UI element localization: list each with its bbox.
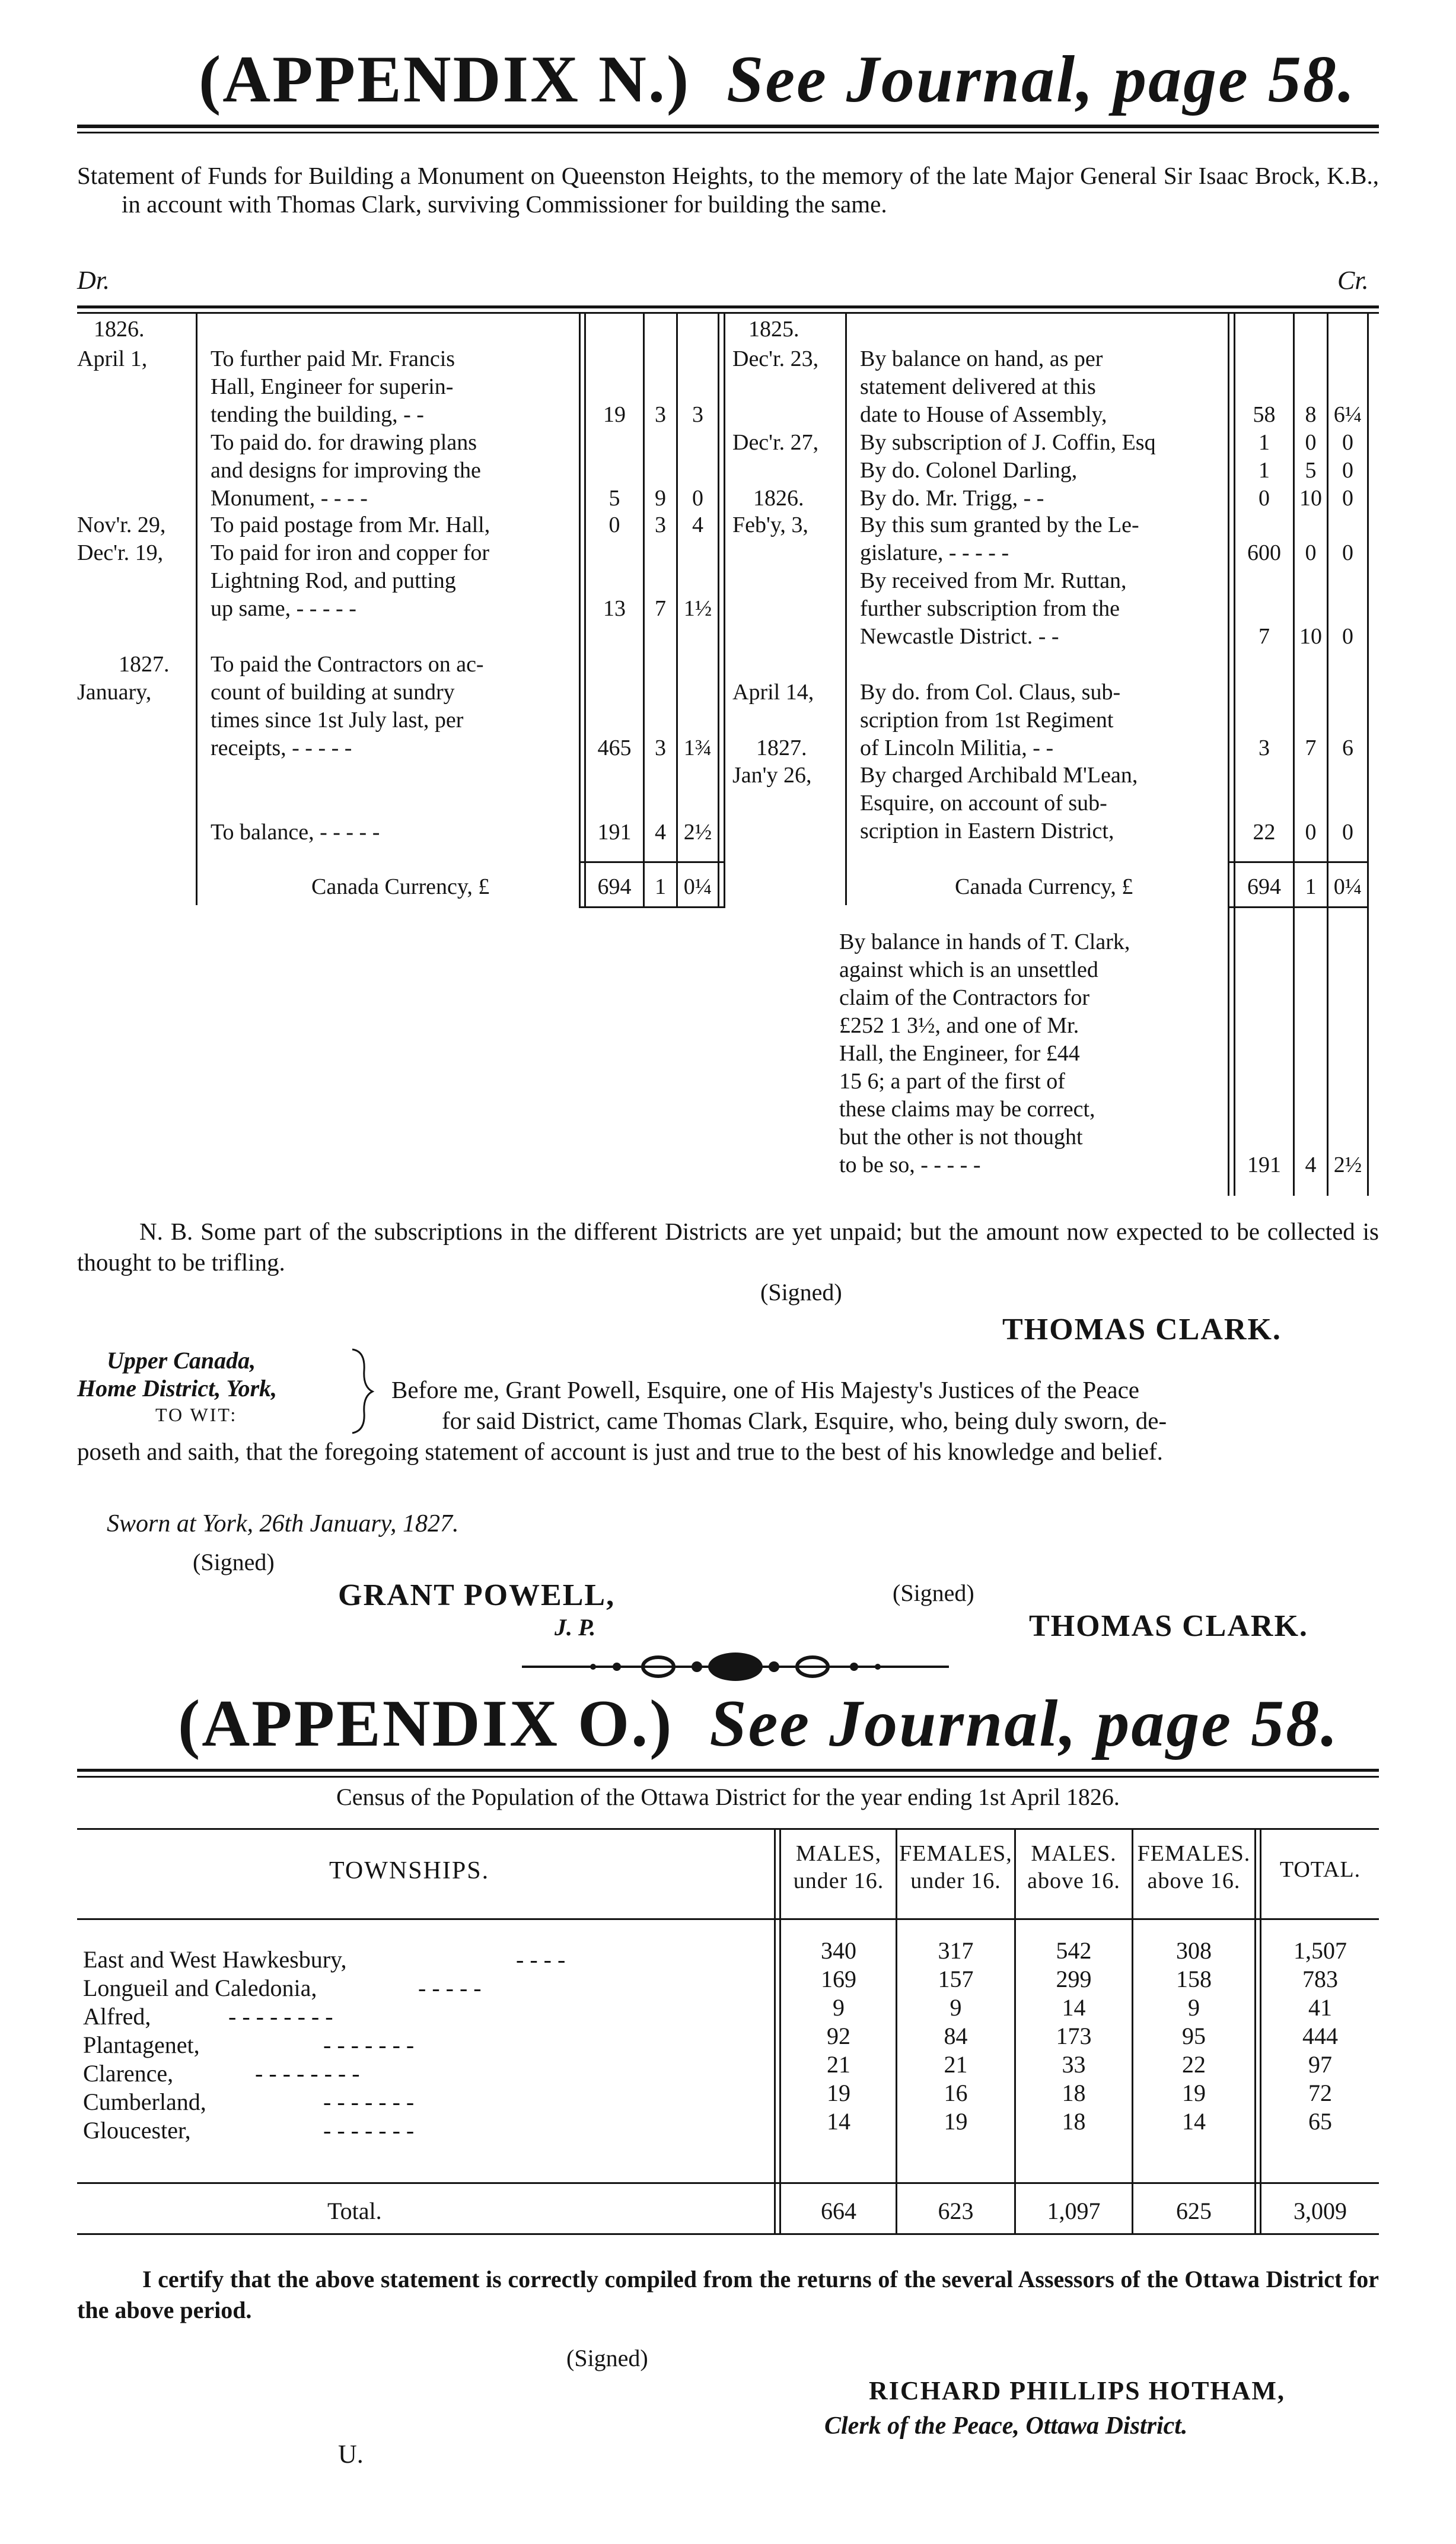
debit-date: 1826.: [94, 317, 145, 342]
debit-entry-pence: 1¾: [683, 736, 712, 760]
credit-date: 1827.: [756, 736, 807, 760]
signer-hotham: RICHARD PHILLIPS HOTHAM,: [869, 2376, 1285, 2405]
census-total-rule: [77, 2182, 1379, 2184]
total-males-under16: 664: [821, 2198, 856, 2224]
debit-date: January,: [77, 680, 152, 705]
signed-label-4: (Signed): [566, 2345, 648, 2371]
credit-date: Dec'r. 23,: [732, 346, 819, 371]
credit-entry-pounds: 22: [1253, 820, 1276, 845]
males-above16: 18: [1062, 2080, 1086, 2106]
debit-entry-shillings: 7: [655, 596, 666, 621]
census-bottom-rule: [77, 2233, 1379, 2235]
credit-total-shillings: 1: [1305, 874, 1317, 899]
township-name: Alfred,: [83, 2003, 151, 2030]
debit-entry-pence: 0: [692, 486, 703, 511]
males-above16: 18: [1062, 2108, 1086, 2135]
credit-entry-pounds: 7: [1259, 624, 1270, 649]
credit-entry-shillings: 10: [1299, 624, 1322, 649]
credit-date: Dec'r. 27,: [732, 430, 819, 455]
credit-entry-desc: By do. Colonel Darling,: [860, 458, 1078, 483]
row-total: 97: [1308, 2051, 1332, 2078]
venue-line3: TO WIT:: [155, 1404, 238, 1425]
debit-entry-pounds: 191: [597, 820, 632, 845]
signed-label-2: (Signed): [193, 1549, 275, 1575]
census-header-females-above16: FEMALES. above 16.: [1137, 1841, 1251, 1893]
affidavit-rest: poseth and saith, that the foregoing statement of account is just and true to the best of his knowledge and belief.: [77, 1438, 1163, 1465]
credit-entry-shillings: 5: [1305, 458, 1317, 483]
leader-dashes: - - - - - - - -: [228, 2003, 333, 2030]
credit-entry-shillings: 8: [1305, 402, 1317, 427]
census-caption: Census of the Population of the Ottawa District for the year ending 1st April 1826.: [336, 1784, 1120, 1810]
females-above16: 158: [1176, 1966, 1212, 1992]
census-top-rule: [77, 1828, 1379, 1830]
females-under16: 19: [944, 2108, 968, 2135]
credit-entry-pounds: 1: [1259, 430, 1270, 455]
debit-entry-shillings: 4: [655, 820, 666, 845]
credit-balance-note: By balance in hands of T. Clark, against which is an unsettled claim of the Contractors for £252 1 3½, and one of Mr. Hall, the Engineer, for £44 15 6; a part of the first of these claims may be correct, but the other is not thought to be so, - - - - -: [839, 929, 1130, 1177]
census-col-divider: [774, 1828, 776, 2235]
debit-date: 1827.: [119, 652, 170, 677]
debit-entry-desc: To paid postage from Mr. Hall,: [211, 512, 490, 537]
appendix-n-journal-ref: See Journal, page 58.: [727, 43, 1356, 116]
credit-entry-pounds: 58: [1253, 402, 1276, 427]
nb-note: N. B. Some part of the subscriptions in the different Districts are yet unpaid; but the amount now expected to be collected is thought to be trifling.: [77, 1218, 1379, 1276]
females-above16: 9: [1188, 1994, 1200, 2021]
leader-dashes: - - - - -: [418, 1975, 482, 2001]
males-above16: 33: [1062, 2051, 1086, 2078]
credit-entry-shillings: 0: [1305, 820, 1317, 845]
debit-entry-shillings: 3: [655, 736, 666, 760]
census-col-divider: [779, 1828, 781, 2235]
credit-entry-shillings: 0: [1305, 540, 1317, 565]
census-header-males-under16: MALES, under 16.: [793, 1841, 884, 1893]
appendix-o-journal-ref: See Journal, page 58.: [709, 1687, 1340, 1760]
debit-entry-pounds: 13: [603, 596, 626, 621]
debit-entry-desc: To paid for iron and copper for Lightning Rod, and putting up same, - - - - -: [211, 540, 490, 621]
credit-entry-pence: 0: [1342, 486, 1353, 511]
total-females-above16: 625: [1176, 2198, 1212, 2224]
appendix-o-label: (APPENDIX O.): [178, 1687, 674, 1760]
sworn-statement: Sworn at York, 26th January, 1827.: [107, 1510, 459, 1537]
males-under16: 19: [827, 2080, 850, 2106]
males-above16: 299: [1056, 1966, 1092, 1992]
credit-date: 1825.: [748, 317, 799, 342]
credit-date: Feb'y, 3,: [732, 512, 808, 537]
credit-date: 1826.: [753, 486, 804, 511]
males-above16: 542: [1056, 1937, 1092, 1964]
cr-label: Cr.: [1337, 266, 1369, 295]
signer-thomas-clark-2: THOMAS CLARK.: [1029, 1609, 1308, 1643]
debit-date: Nov'r. 29,: [77, 512, 166, 537]
debit-entry-shillings: 3: [655, 512, 666, 537]
debit-date: Dec'r. 19,: [77, 540, 164, 565]
credit-entry-desc: By do. from Col. Claus, sub- scription from 1st Regiment of Lincoln Militia, - -: [860, 680, 1121, 760]
credit-balance-pence: 2½: [1333, 1152, 1362, 1177]
debit-entry-pounds: 19: [603, 402, 626, 427]
credit-entry-pence: 0: [1342, 458, 1353, 483]
page-signature-mark: U.: [338, 2440, 364, 2469]
signer-hotham-title: Clerk of the Peace, Ottawa District.: [824, 2412, 1188, 2440]
males-under16: 9: [833, 1994, 845, 2021]
credit-entry-pounds: 600: [1247, 540, 1281, 565]
females-under16: 84: [944, 2023, 968, 2049]
township-name: East and West Hawkesbury,: [83, 1946, 347, 1973]
debit-entry-pence: 3: [692, 402, 703, 427]
credit-entry-pounds: 3: [1259, 736, 1270, 760]
credit-entry-pence: 6: [1342, 736, 1353, 760]
females-under16: 317: [938, 1937, 974, 1964]
males-under16: 92: [827, 2023, 850, 2049]
debit-entry-pence: 4: [692, 512, 703, 537]
credit-entry-shillings: 0: [1305, 430, 1317, 455]
credit-entry-desc: By balance on hand, as per statement delivered at this date to House of Assembly,: [860, 346, 1107, 427]
total-grand: 3,009: [1293, 2198, 1347, 2224]
signer-grant-powell-title: J. P.: [555, 1614, 596, 1641]
statement-intro-text: Statement of Funds for Building a Monument on Queenston Heights, to the memory of the late Major General Sir Isaac Brock, K.B., in account with Thomas Clark, surviving Commissioner for building the same.: [77, 162, 1379, 218]
township-name: Clarence,: [83, 2060, 174, 2087]
credit-entry-desc: By charged Archibald M'Lean, Esquire, on account of sub- scription in Eastern District,: [860, 763, 1138, 843]
township-name: Cumberland,: [83, 2088, 206, 2115]
leader-dashes: - - - - - - - -: [255, 2060, 360, 2087]
credit-date: Jan'y 26,: [732, 763, 812, 788]
debit-total-pounds: 694: [597, 874, 632, 899]
males-above16: 14: [1062, 1994, 1086, 2021]
credit-entry-desc: By do. Mr. Trigg, - -: [860, 486, 1044, 511]
signed-label: (Signed): [760, 1279, 842, 1306]
females-above16: 22: [1182, 2051, 1206, 2078]
debit-entry-shillings: 3: [655, 402, 666, 427]
credit-balance-shillings: 4: [1305, 1152, 1317, 1177]
signer-grant-powell: GRANT POWELL,: [338, 1578, 616, 1612]
debit-entry-desc: To paid the Contractors on ac- count of building at sundry times since 1st July last, per receipts, - - - - -: [211, 652, 484, 760]
credit-entry-desc: By subscription of J. Coffin, Esq: [860, 430, 1156, 455]
census-header-townships: TOWNSHIPS.: [329, 1857, 490, 1884]
debit-entry-pence: 2½: [683, 820, 712, 845]
debit-entry-pence: 1½: [683, 596, 712, 621]
credit-entry-pence: 0: [1342, 540, 1353, 565]
debit-total-pence: 0¼: [683, 874, 712, 899]
appendix-n-label: (APPENDIX N.): [199, 43, 691, 116]
total-males-above16: 1,097: [1047, 2198, 1101, 2224]
credit-date: April 14,: [732, 680, 814, 705]
debit-entry-desc: To balance, - - - - -: [211, 820, 380, 845]
females-under16: 16: [944, 2080, 968, 2106]
males-under16: 14: [827, 2108, 850, 2135]
affidavit-line2: for said District, came Thomas Clark, Esquire, who, being duly sworn, de-: [442, 1407, 1167, 1434]
males-under16: 21: [827, 2051, 850, 2078]
debit-entry-desc: To further paid Mr. Francis Hall, Engineer for superin- tending the building, - -: [211, 346, 455, 427]
township-name: Gloucester,: [83, 2117, 191, 2144]
row-total: 41: [1308, 1994, 1332, 2021]
total-row-label: Total.: [327, 2198, 382, 2224]
credit-total-label: Canada Currency, £: [955, 874, 1133, 899]
signed-label-3: (Signed): [893, 1580, 974, 1606]
males-under16: 340: [821, 1937, 856, 1964]
debit-total-shillings: 1: [655, 874, 666, 899]
females-above16: 14: [1182, 2108, 1206, 2135]
credit-total-pence: 0¼: [1333, 874, 1362, 899]
debit-entry-pounds: 465: [597, 736, 632, 760]
affidavit-line1: Before me, Grant Powell, Esquire, one of His Majesty's Justices of the Peace: [391, 1376, 1139, 1403]
leader-dashes: - - - - - - -: [323, 2088, 415, 2115]
females-above16: 95: [1182, 2023, 1206, 2049]
debit-entry-desc: To paid do. for drawing plans and designs for improving the Monument, - - - -: [211, 430, 481, 511]
dr-label: Dr.: [77, 266, 110, 295]
signer-thomas-clark: THOMAS CLARK.: [1002, 1313, 1282, 1346]
credit-entry-pence: 0: [1342, 430, 1353, 455]
credit-total-pounds: 694: [1247, 874, 1281, 899]
debit-entry-pounds: 0: [608, 512, 620, 537]
credit-balance-pounds: 191: [1247, 1152, 1281, 1177]
row-total: 72: [1308, 2080, 1332, 2106]
females-above16: 308: [1176, 1937, 1212, 1964]
venue-line1: Upper Canada,: [107, 1347, 256, 1374]
credit-entry-desc: By this sum granted by the Le- gislature, - - - - -: [860, 512, 1139, 565]
credit-entry-pounds: 1: [1259, 458, 1270, 483]
males-under16: 169: [821, 1966, 856, 1992]
credit-entry-pounds: 0: [1259, 486, 1270, 511]
credit-entry-pence: 0: [1342, 820, 1353, 845]
row-total: 1,507: [1293, 1937, 1347, 1964]
census-col-divider: [1254, 1828, 1256, 2235]
credit-entry-shillings: 10: [1299, 486, 1322, 511]
debit-entry-pounds: 5: [608, 486, 620, 511]
census-header-total: TOTAL.: [1279, 1857, 1361, 1882]
row-total: 783: [1302, 1966, 1338, 1992]
females-under16: 21: [944, 2051, 968, 2078]
census-header-males-above16: MALES. above 16.: [1027, 1841, 1120, 1893]
females-above16: 19: [1182, 2080, 1206, 2106]
males-above16: 173: [1056, 2023, 1092, 2049]
credit-entry-desc: By received from Mr. Ruttan, further subscription from the Newcastle District. - -: [860, 568, 1127, 649]
credit-entry-pence: 0: [1342, 624, 1353, 649]
row-total: 65: [1308, 2108, 1332, 2135]
debit-date: April 1,: [77, 346, 148, 371]
leader-dashes: - - - -: [516, 1946, 566, 1973]
credit-entry-pence: 6¼: [1333, 402, 1362, 427]
venue-line2: Home District, York,: [77, 1375, 278, 1402]
females-under16: 157: [938, 1966, 974, 1992]
leader-dashes: - - - - - - -: [323, 2032, 415, 2058]
leader-dashes: - - - - - - -: [323, 2117, 415, 2144]
debit-total-label: Canada Currency, £: [311, 874, 490, 899]
township-name: Plantagenet,: [83, 2032, 200, 2058]
census-header-rule: [77, 1918, 1379, 1920]
township-name: Longueil and Caledonia,: [83, 1975, 317, 2001]
debit-entry-shillings: 9: [655, 486, 666, 511]
certification-text: I certify that the above statement is correctly compiled from the returns of the several Assessors of the Ottawa District for the above period.: [77, 2266, 1379, 2323]
credit-entry-shillings: 7: [1305, 736, 1317, 760]
females-under16: 9: [950, 1994, 962, 2021]
census-header-females-under16: FEMALES, under 16.: [899, 1841, 1012, 1893]
total-females-under16: 623: [938, 2198, 974, 2224]
row-total: 444: [1302, 2023, 1338, 2049]
